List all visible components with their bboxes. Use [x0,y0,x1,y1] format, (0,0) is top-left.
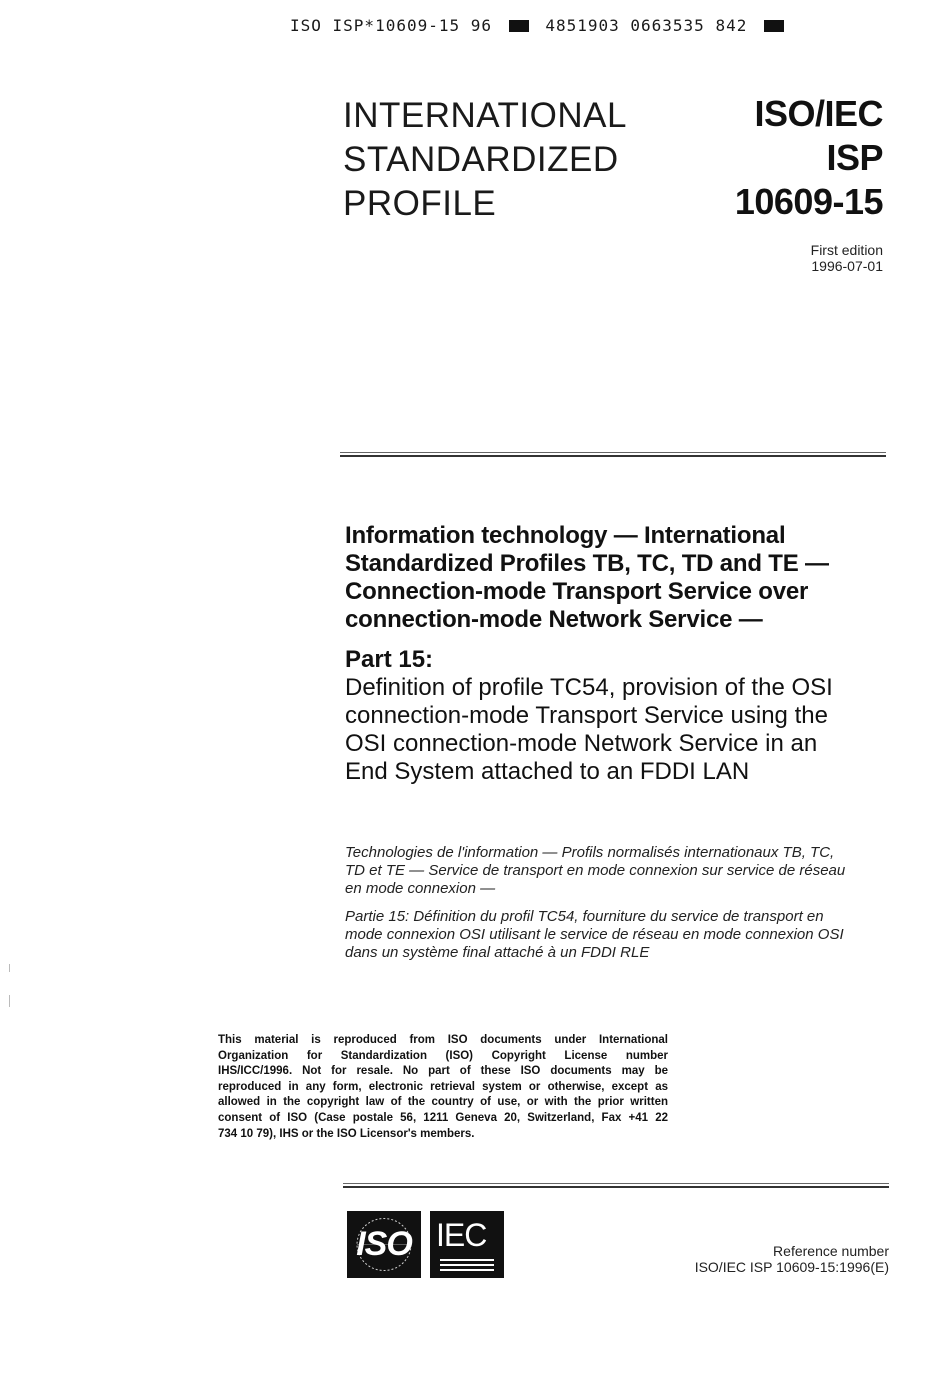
profile-title-line: STANDARDIZED [343,140,619,179]
notice-line: consent of ISO (Case postale 56, 1211 Geneva 20, Switzerland, Fax +41 22 [218,1111,668,1124]
reference-label: Reference number [773,1243,889,1259]
notice-line: IHS/ICC/1996. Not for resale. No part of these ISO documents may be [218,1065,668,1078]
copyright-notice [218,1033,668,1142]
notice-line: Organization for Standardization (ISO) Copyright License number [218,1049,668,1062]
notice-line: allowed in the copyright law of the country of use, or with the prior written [218,1096,668,1109]
french-title-line: en mode connexion — [345,880,496,897]
reference-number: ISO/IEC ISP 10609-15:1996(E) [694,1259,889,1275]
part-description-line: Definition of profile TC54, provision of the OSI [345,674,833,701]
header-code-left: ISO ISP*10609-15 96 [290,16,493,35]
scan-speck [9,964,10,972]
notice-line: 734 10 79), IHS or the ISO Licensor's members. [218,1127,475,1140]
iso-logo [347,1211,421,1278]
doc-id-line: ISO/IEC [754,93,883,134]
part-description [345,674,905,786]
notice-line: This material is reproduced from ISO documents under International [218,1034,668,1046]
header-code-right: 4851903 0663535 842 [545,16,748,35]
bottom-divider [343,1183,889,1188]
french-title-line: Technologies de l'information — Profils normalisés internationaux TB, TC, [345,844,835,861]
iec-logo [430,1211,504,1278]
main-title-line: connection-mode Network Service — [345,606,763,633]
doc-id-line: ISP [826,137,883,178]
scan-header-line [290,16,850,35]
french-title-paragraph [345,844,905,898]
header-block-mark [764,20,784,32]
main-title-line: Standardized Profiles TB, TC, TD and TE — [345,550,829,577]
edition-label: First edition [810,242,883,258]
french-title-line: TD et TE — Service de transport en mode connexion sur service de réseau [345,862,846,879]
edition-info [683,242,883,274]
notice-line: reproduced in any form, electronic retrieval system or otherwise, except as [218,1080,668,1093]
iec-logo-text: IEC [436,1217,487,1253]
part-description-line: OSI connection-mode Network Service in an [345,730,818,757]
french-part-paragraph [345,908,905,962]
doc-id-line: 10609-15 [734,181,883,222]
iec-logo-bar [440,1264,494,1266]
part-description-line: connection-mode Transport Service using the [345,702,828,729]
top-divider [340,452,886,457]
scan-speck [9,995,10,1007]
iec-logo-bar [440,1269,494,1271]
french-part-line: Partie 15: Définition du profil TC54, fourniture du service de transport en [345,908,824,925]
iec-logo-bar [440,1259,494,1261]
main-title-line: Connection-mode Transport Service over [345,578,809,605]
french-part-line: mode connexion OSI utilisant le service de réseau en mode connexion OSI [345,926,844,943]
iso-logo-text: ISO [356,1225,412,1263]
part-description-line: End System attached to an FDDI LAN [345,758,750,785]
reference-block [629,1243,889,1275]
main-title [345,522,905,634]
main-title-line: Information technology — International [345,522,786,549]
edition-date: 1996-07-01 [811,258,883,274]
part-label: Part 15: [345,646,434,673]
document-identifier [623,92,883,224]
profile-title-line: PROFILE [343,184,497,223]
french-part-line: dans un système final attaché à un FDDI RLE [345,944,650,961]
profile-title-line: INTERNATIONAL [343,96,627,135]
header-block-mark [509,20,529,32]
